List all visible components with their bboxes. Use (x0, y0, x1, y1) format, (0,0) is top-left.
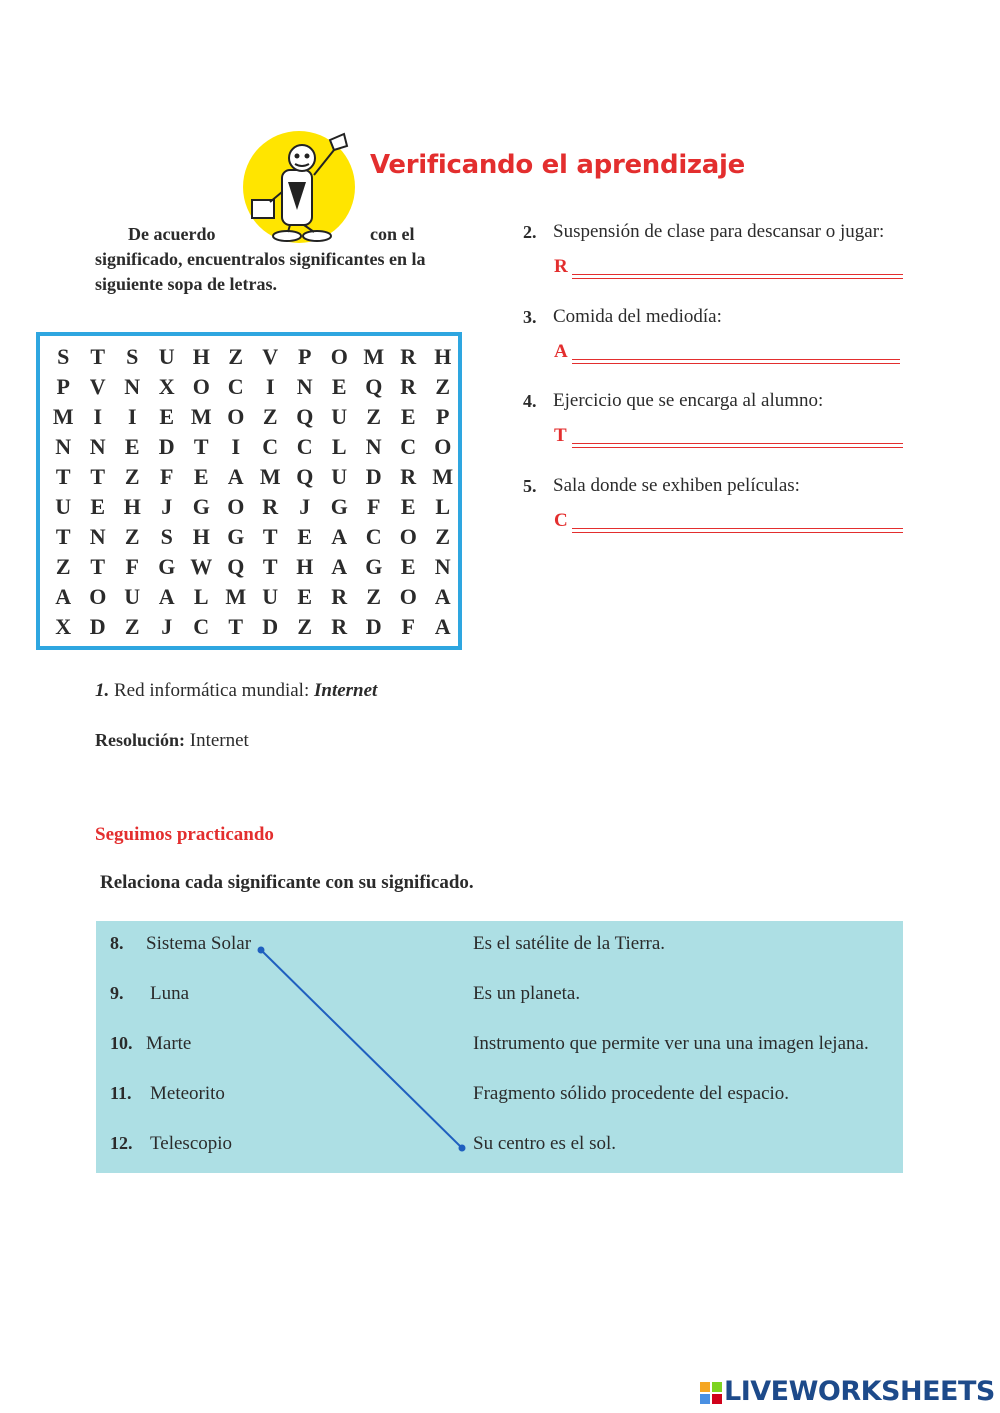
grid-cell[interactable]: C (365, 524, 382, 549)
grid-cell[interactable]: O (434, 434, 452, 459)
grid-cell[interactable]: E (297, 584, 313, 609)
grid-cell[interactable]: R (400, 374, 417, 399)
grid-cell[interactable]: U (55, 494, 72, 519)
grid-cell[interactable]: Q (296, 464, 314, 489)
match-left-item[interactable]: Telescopio (150, 1133, 233, 1154)
grid-row (46, 342, 460, 372)
grid-cell[interactable]: L (193, 584, 209, 609)
grid-cell[interactable]: X (55, 614, 72, 639)
grid-cell[interactable]: L (435, 494, 451, 519)
grid-cell[interactable]: T (90, 464, 106, 489)
grid-cell[interactable]: D (89, 614, 106, 639)
grid-cell[interactable]: C (262, 434, 279, 459)
grid-cell[interactable]: J (161, 494, 173, 519)
grid-cell[interactable]: C (400, 434, 417, 459)
match-right-item[interactable]: Es un planeta. (473, 983, 581, 1004)
grid-row (46, 432, 460, 462)
grid-cell[interactable]: M (259, 464, 281, 489)
grid-cell[interactable]: G (158, 554, 176, 579)
grid-cell[interactable]: H (123, 494, 141, 519)
grid-cell[interactable]: G (192, 494, 210, 519)
match-left-item[interactable]: Meteorito (150, 1083, 225, 1104)
grid-cell[interactable]: M (225, 584, 247, 609)
grid-cell[interactable]: O (227, 404, 245, 429)
answer-input-line[interactable] (572, 443, 903, 448)
grid-cell[interactable]: I (127, 404, 137, 429)
grid-cell[interactable]: Z (297, 614, 313, 639)
grid-cell[interactable]: P (56, 374, 70, 399)
grid-cell[interactable]: O (227, 494, 245, 519)
grid-cell[interactable]: T (55, 464, 71, 489)
answer-input-line[interactable] (572, 274, 903, 279)
grid-cell[interactable]: H (192, 344, 210, 369)
item-1 (95, 680, 377, 702)
match-right-item[interactable]: Fragmento sólido procedente del espacio. (473, 1083, 790, 1104)
match-left-item[interactable]: Sistema Solar (146, 933, 252, 954)
grid-cell[interactable]: Z (124, 524, 140, 549)
grid-cell[interactable]: F (401, 614, 415, 639)
grid-cell[interactable]: C (227, 374, 244, 399)
question-text: Sala donde se exhiben películas: (553, 475, 800, 496)
instruction: Relaciona cada significante con su significado. (100, 872, 474, 893)
grid-cell[interactable]: U (262, 584, 279, 609)
match-right-item[interactable]: Su centro es el sol. (473, 1133, 617, 1154)
grid-cell[interactable]: P (298, 344, 312, 369)
grid-cell[interactable]: R (331, 614, 348, 639)
grid-cell[interactable]: I (231, 434, 241, 459)
match-left-item[interactable]: Luna (150, 983, 190, 1004)
grid-cell[interactable]: A (158, 584, 175, 609)
grid-cell[interactable]: A (434, 614, 451, 639)
grid-cell[interactable]: R (262, 494, 279, 519)
grid-cell[interactable]: U (124, 584, 141, 609)
answer-input-line[interactable] (572, 359, 900, 364)
grid-cell[interactable]: M (190, 404, 212, 429)
grid-cell[interactable]: U (331, 464, 348, 489)
section-title: Seguimos practicando (95, 824, 274, 845)
match-right-item[interactable]: Es el satélite de la Tierra. (473, 933, 666, 954)
grid-cell[interactable]: R (400, 344, 417, 369)
word-search-grid (36, 332, 462, 650)
intro-line2: significado, encuentralos significantes en la (95, 249, 426, 269)
question-number: 4. (523, 391, 537, 411)
grid-cell[interactable]: Q (365, 374, 383, 399)
grid-cell[interactable]: E (124, 434, 140, 459)
grid-cell[interactable]: P (436, 404, 450, 429)
grid-cell[interactable]: E (297, 524, 313, 549)
grid-cell[interactable]: Z (228, 344, 244, 369)
liveworksheets-logo-icon (700, 1382, 722, 1404)
grid-cell[interactable]: U (158, 344, 175, 369)
grid-cell[interactable]: I (265, 374, 275, 399)
intro-line1-right: con el (370, 224, 415, 244)
grid-cell[interactable]: N (89, 434, 106, 459)
grid-row (46, 612, 460, 642)
grid-row (46, 552, 460, 582)
question-text: Suspensión de clase para descansar o jugar: (553, 221, 885, 242)
grid-cell[interactable]: Z (366, 584, 382, 609)
grid-cell[interactable]: O (330, 344, 348, 369)
grid-cell[interactable]: D (158, 434, 175, 459)
grid-row (46, 582, 460, 612)
grid-row (46, 372, 460, 402)
match-left-number: 9. (110, 983, 124, 1003)
footer-brand-text: LIVEWORKSHEETS (724, 1376, 995, 1407)
match-left-number: 8. (110, 933, 124, 953)
grid-cell[interactable]: Z (55, 554, 71, 579)
grid-cell[interactable]: M (52, 404, 74, 429)
grid-cell[interactable]: E (400, 404, 416, 429)
intro-line1-left: De acuerdo (128, 224, 216, 244)
resolution-label: Resolución: (95, 730, 185, 750)
match-left-number: 10. (110, 1033, 133, 1053)
grid-cell[interactable]: A (55, 584, 72, 609)
grid-cell[interactable]: V (89, 374, 106, 399)
grid-cell[interactable]: E (159, 404, 175, 429)
grid-cell[interactable]: D (365, 464, 382, 489)
grid-cell[interactable]: G (330, 494, 348, 519)
grid-cell[interactable]: Q (296, 404, 314, 429)
question-number: 5. (523, 476, 537, 496)
grid-row (46, 402, 460, 432)
grid-cell[interactable]: E (193, 464, 209, 489)
grid-cell[interactable]: Z (366, 404, 382, 429)
grid-cell[interactable]: N (89, 524, 106, 549)
grid-cell[interactable]: Z (124, 464, 140, 489)
resolution-input[interactable]: Internet (189, 730, 249, 751)
grid-cell[interactable]: N (296, 374, 313, 399)
grid-cell[interactable]: E (331, 374, 347, 399)
resolution (95, 730, 249, 752)
intro-line3: siguiente sopa de letras. (95, 274, 277, 294)
grid-cell[interactable]: O (399, 584, 417, 609)
grid-cell[interactable]: C (296, 434, 313, 459)
grid-cell[interactable]: O (89, 584, 107, 609)
grid-cell[interactable]: Q (227, 554, 245, 579)
question-number: 2. (523, 222, 537, 242)
grid-cell[interactable]: A (331, 554, 348, 579)
grid-cell[interactable]: N (55, 434, 72, 459)
grid-cell[interactable]: N (365, 434, 382, 459)
grid-row (46, 492, 460, 522)
grid-cell[interactable]: E (400, 554, 416, 579)
grid-row (46, 462, 460, 492)
question-text: Ejercicio que se encarga al alumno: (553, 390, 824, 411)
grid-cell[interactable]: H (434, 344, 452, 369)
grid-cell[interactable]: U (331, 404, 348, 429)
grid-cell[interactable]: Z (124, 614, 140, 639)
grid-cell[interactable]: S (57, 344, 70, 369)
grid-cell[interactable]: A (434, 584, 451, 609)
grid-cell[interactable]: Z (435, 374, 451, 399)
grid-cell[interactable]: T (262, 554, 278, 579)
grid-cell[interactable]: T (228, 614, 244, 639)
footer-brand[interactable] (700, 1376, 995, 1407)
grid-cell[interactable]: D (262, 614, 279, 639)
question-number: 3. (523, 307, 537, 327)
grid-cell[interactable]: V (262, 344, 279, 369)
match-right-item[interactable]: Instrumento que permite ver una una imagen lejana. (473, 1033, 869, 1054)
grid-cell[interactable]: C (193, 614, 210, 639)
grid-cell[interactable]: O (399, 524, 417, 549)
grid-cell[interactable]: R (331, 584, 348, 609)
grid-cell[interactable]: F (367, 494, 381, 519)
grid-cell[interactable]: A (227, 464, 244, 489)
grid-cell[interactable]: T (193, 434, 209, 459)
answer-first-letter: A (554, 341, 568, 362)
item-1-answer: Internet (313, 680, 378, 701)
grid-cell[interactable]: G (365, 554, 383, 579)
match-left-number: 11. (110, 1083, 132, 1103)
grid-cell[interactable]: J (161, 614, 173, 639)
grid-cell[interactable]: Z (262, 404, 278, 429)
grid-cell[interactable]: N (434, 554, 451, 579)
grid-cell[interactable]: O (192, 374, 210, 399)
grid-cell[interactable]: W (190, 554, 213, 579)
grid-cell[interactable]: A (331, 524, 348, 549)
grid-cell[interactable]: G (227, 524, 245, 549)
item-1-text: Red informática mundial: (114, 680, 310, 701)
match-left-item[interactable]: Marte (146, 1033, 192, 1054)
grid-cell[interactable]: J (299, 494, 311, 519)
grid-cell[interactable]: E (90, 494, 106, 519)
grid-cell[interactable]: F (125, 554, 139, 579)
grid-cell[interactable]: I (93, 404, 103, 429)
grid-cell[interactable]: M (432, 464, 454, 489)
grid-cell[interactable]: H (296, 554, 314, 579)
grid-cell[interactable]: T (90, 554, 106, 579)
answer-first-letter: T (554, 425, 567, 446)
grid-cell[interactable]: Z (435, 524, 451, 549)
answer-first-letter: R (554, 256, 568, 277)
grid-cell[interactable]: R (400, 464, 417, 489)
grid-cell[interactable]: T (90, 344, 106, 369)
question-text: Comida del mediodía: (553, 306, 722, 327)
grid-cell[interactable]: F (160, 464, 174, 489)
item-1-number: 1. (95, 680, 110, 701)
mascot-illustration (242, 130, 357, 245)
grid-row (46, 522, 460, 552)
grid-cell[interactable]: L (331, 434, 347, 459)
answer-first-letter: C (554, 510, 568, 531)
match-left-number: 12. (110, 1133, 133, 1153)
grid-cell[interactable]: N (124, 374, 141, 399)
grid-cell[interactable]: M (363, 344, 385, 369)
grid-cell[interactable]: D (365, 614, 382, 639)
grid-cell[interactable]: X (158, 374, 175, 399)
page-title: Verificando el aprendizaje (370, 150, 745, 180)
grid-cell[interactable]: S (126, 344, 139, 369)
grid-cell[interactable]: E (400, 494, 416, 519)
grid-cell[interactable]: T (262, 524, 278, 549)
grid-cell[interactable]: H (192, 524, 210, 549)
answer-input-line[interactable] (572, 528, 903, 533)
grid-cell[interactable]: S (160, 524, 173, 549)
grid-cell[interactable]: T (55, 524, 71, 549)
